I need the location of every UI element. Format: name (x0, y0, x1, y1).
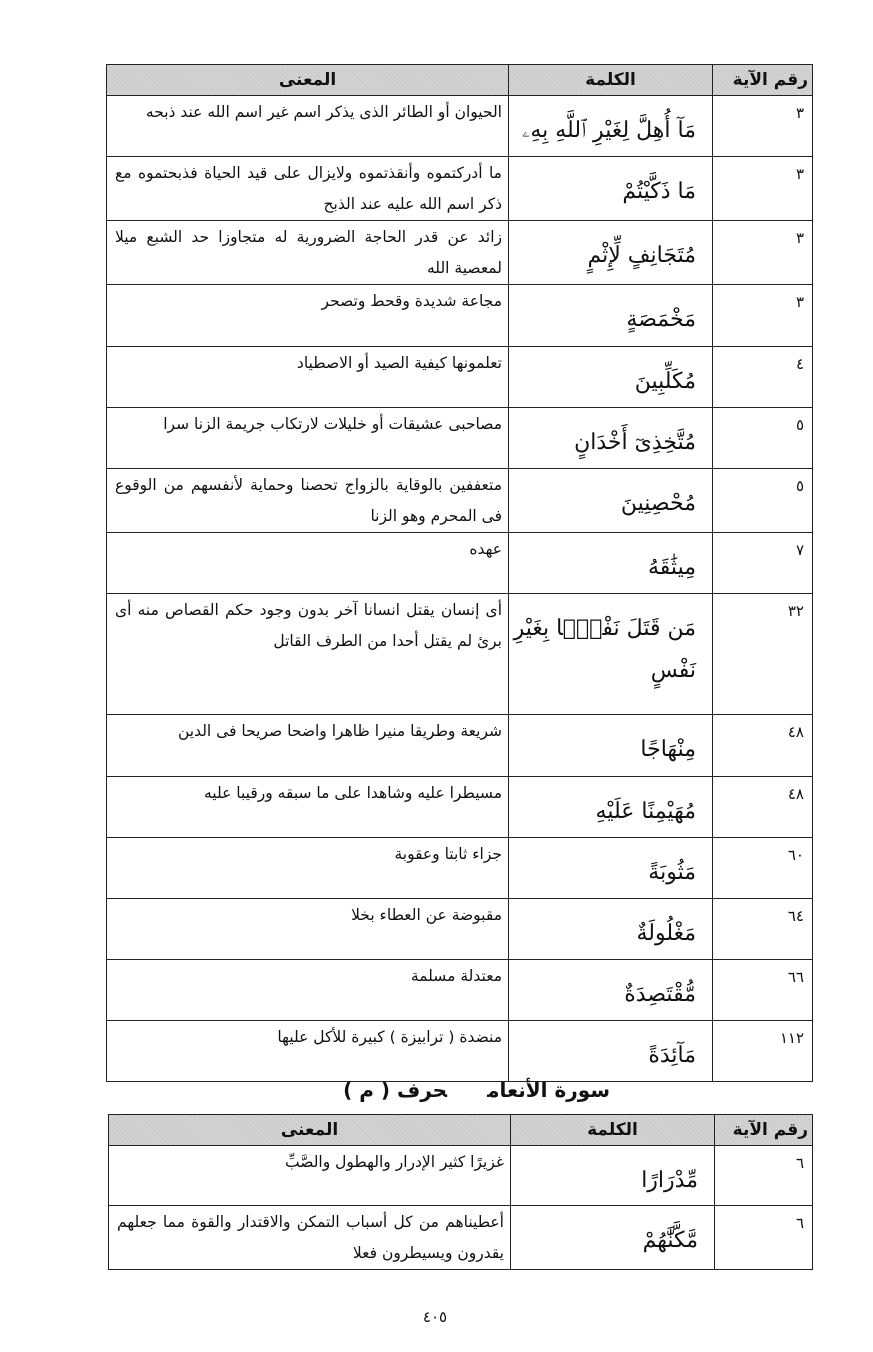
header-word: الكلمة (511, 1115, 715, 1146)
verse-number: ٦٠ (713, 838, 813, 899)
quran-word: مُهَيْمِنًا عَلَيْهِ (509, 777, 713, 838)
quran-word: مُحْصِنِينَ (509, 469, 713, 533)
table-row (107, 960, 813, 1021)
quran-word: مِنْهَاجًا (509, 715, 713, 777)
verse-number: ٦٦ (713, 960, 813, 1021)
word-meaning: منضدة ( ترابيزة ) كبيرة للأكل عليها (107, 1021, 509, 1082)
verse-number: ٦ (715, 1206, 813, 1270)
verse-number: ٣ (713, 157, 813, 221)
header-verse-number: رقم الآية (713, 65, 813, 96)
word-meaning: مقبوضة عن العطاء بخلا (107, 899, 509, 960)
verse-number: ٣ (713, 285, 813, 347)
table-row (107, 533, 813, 594)
verse-number: ٤٨ (713, 777, 813, 838)
letter-label: حرف ( م ) (343, 1078, 448, 1102)
table-row (107, 221, 813, 285)
table-row (107, 408, 813, 469)
verse-number: ٦ (715, 1146, 813, 1206)
word-meaning: مسيطرا عليه وشاهدا على ما سبقه ورقيبا عليه (107, 777, 509, 838)
table-row (107, 96, 813, 157)
quran-word: مُكَلِّبِينَ (509, 347, 713, 408)
header-verse-number: رقم الآية (715, 1115, 813, 1146)
page-number: ٤٠٥ (422, 1308, 448, 1326)
word-meaning: شريعة وطريقا منيرا ظاهرا واضحا صريحا فى الدين (107, 715, 509, 777)
verse-number: ٧ (713, 533, 813, 594)
word-meaning: مجاعة شديدة وقحط وتصحر (107, 285, 509, 347)
quran-word: مَغْلُولَةٌ (509, 899, 713, 960)
header-meaning: المعنى (107, 65, 509, 96)
table-row (107, 347, 813, 408)
table-row (107, 157, 813, 221)
quran-word: مُتَّخِذِىٓ أَخْدَانٍ (509, 408, 713, 469)
verse-number: ٦٤ (713, 899, 813, 960)
word-meaning: أى إنسان يقتل انسانا آخر بدون وجود حكم القصاص منه أى برئ لم يقتل أحدا من الطرف القاتل (107, 594, 509, 715)
word-meaning: تعلمونها كيفية الصيد أو الاصطياد (107, 347, 509, 408)
quran-word: مُتَجَانِفٍ لِّإِثْمٍ (509, 221, 713, 285)
verse-number: ٤ (713, 347, 813, 408)
table-row (107, 777, 813, 838)
word-meaning: ما أدركتموه وأنقذتموه ولايزال على قيد الحياة فذبحتموه مع ذكر اسم الله عليه عند الذبح (107, 157, 509, 221)
table-row (107, 899, 813, 960)
quran-word: مَن قَتَلَ نَفْسًۢا بِغَيْرِ نَفْسٍ (509, 594, 713, 715)
table-header-row (107, 65, 813, 96)
table-header-row (109, 1115, 813, 1146)
verse-number: ٥ (713, 408, 813, 469)
word-meaning: جزاء ثابتا وعقوبة (107, 838, 509, 899)
table-row (107, 285, 813, 347)
word-meaning: الحيوان أو الطائر الذى يذكر اسم غير اسم الله عند ذبحه (107, 96, 509, 157)
word-meaning: أعطيناهم من كل أسباب التمكن والاقتدار والقوة مما جعلهم يقدرون ويسيطرون فعلا (109, 1206, 511, 1270)
verse-number: ٣ (713, 221, 813, 285)
table-row (107, 715, 813, 777)
quran-word: مَا ذَكَّيْتُمْ (509, 157, 713, 221)
verse-number: ٣٢ (713, 594, 813, 715)
quran-word: مِيثَٰقَهُ (509, 533, 713, 594)
vocabulary-table-al-anam (108, 1114, 813, 1270)
quran-word: مَّكَّنَّٰهُمْ (511, 1206, 715, 1270)
table-row (107, 469, 813, 533)
header-word: الكلمة (509, 65, 713, 96)
quran-word: مُّقْتَصِدَةٌ (509, 960, 713, 1021)
verse-number: ٤٨ (713, 715, 813, 777)
quran-word: مَآئِدَةً (509, 1021, 713, 1082)
word-meaning: عهده (107, 533, 509, 594)
table-row (109, 1146, 813, 1206)
word-meaning: مصاحبى عشيقات أو خليلات لارتكاب جريمة الزنا سرا (107, 408, 509, 469)
table-row (107, 1021, 813, 1082)
verse-number: ١١٢ (713, 1021, 813, 1082)
word-meaning: معتدلة مسلمة (107, 960, 509, 1021)
vocabulary-table-al-maidah (106, 64, 813, 1082)
verse-number: ٥ (713, 469, 813, 533)
table-row (109, 1206, 813, 1270)
table-row (107, 594, 813, 715)
quran-word: مَآ أُهِلَّ لِغَيْرِ ٱللَّهِ بِهِۦ (509, 96, 713, 157)
header-meaning: المعنى (109, 1115, 511, 1146)
quran-word: مَخْمَصَةٍ (509, 285, 713, 347)
quran-word: مِّدْرَارًا (511, 1146, 715, 1206)
word-meaning: غزيرًا كثير الإدرار والهطول والصَّبِّ (109, 1146, 511, 1206)
verse-number: ٣ (713, 96, 813, 157)
word-meaning: متعففين بالوقاية بالزواج تحصنا وحماية لأنفسهم من الوقوع فى المحرم وهو الزنا (107, 469, 509, 533)
word-meaning: زائد عن قدر الحاجة الضرورية له متجاوزا حد الشبع ميلا لمعصية الله (107, 221, 509, 285)
table-row (107, 838, 813, 899)
quran-word: مَثُوبَةً (509, 838, 713, 899)
surah-title: سورة الأنعام (487, 1078, 610, 1102)
section-heading (300, 1078, 610, 1102)
